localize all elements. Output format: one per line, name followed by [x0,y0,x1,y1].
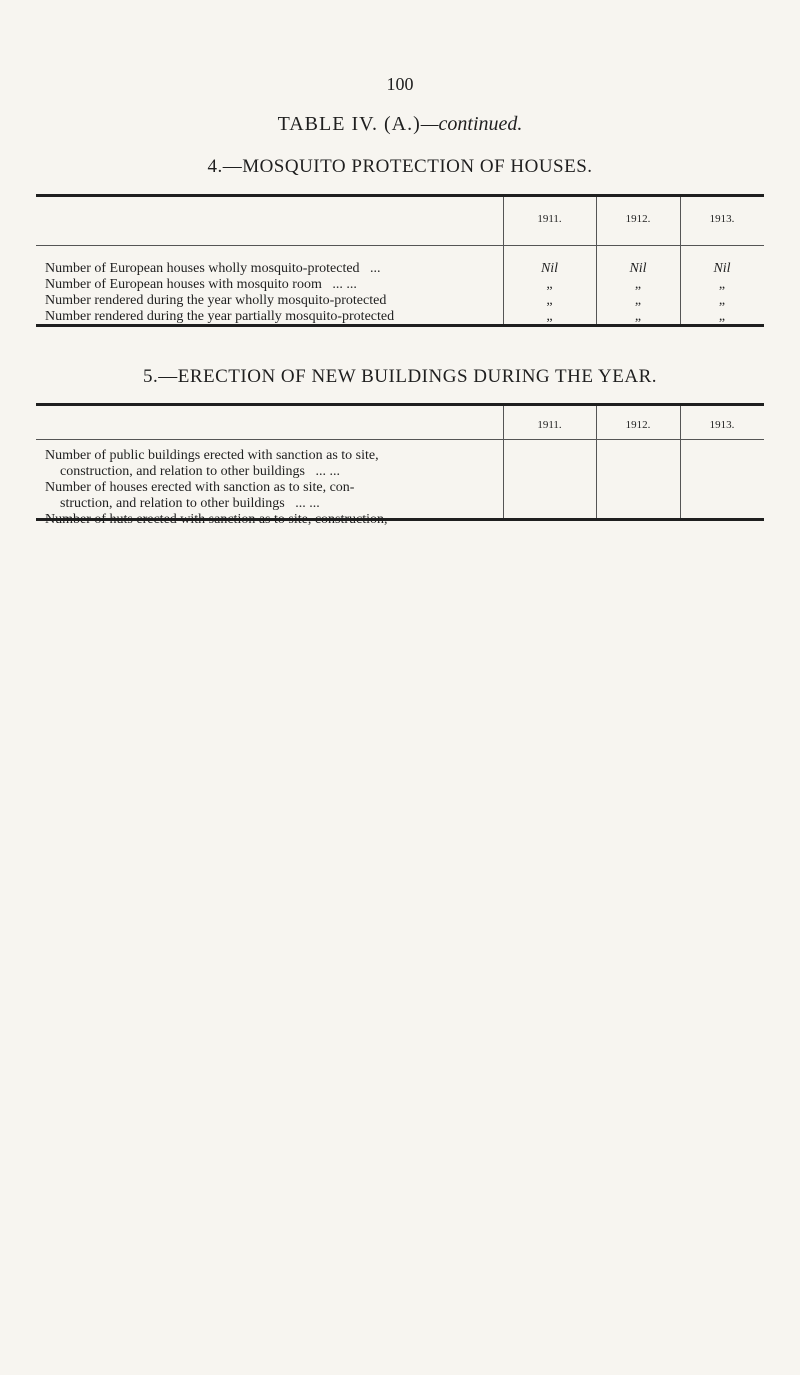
header-year-1911: 1911. [537,419,562,431]
cell-value: Nil [540,261,559,276]
cell-value: „ [634,293,642,308]
row-label: Number of huts erected with sanction as to site, construction, [45,512,388,527]
row-label: Number rendered during the year wholly mosquito-protected [45,293,387,308]
header-year-1911: 1911. [537,213,562,225]
row-label: Number of houses erected with sanction as to site, con- [45,480,355,495]
table-title: TABLE IV. (A.)—continued. [277,113,523,135]
header-year-1912: 1912. [625,213,651,225]
cell-value: „ [718,309,726,324]
cell-value: „ [718,293,726,308]
header-year-1913: 1913. [709,419,735,431]
cell-value: „ [718,277,726,292]
page-number: 100 [386,74,414,94]
row-label: struction, and relation to other buildings ... ... [60,496,320,511]
row-label: Number of public buildings erected with sanction as to site, [45,448,379,463]
header-year-1912: 1912. [625,419,651,431]
section-4-title: 4.—MOSQUITO PROTECTION OF HOUSES. [207,156,593,177]
row-label: construction, and relation to other buildings ... ... [60,464,340,479]
cell-value: Nil [629,261,647,276]
cell-value: „ [634,277,642,292]
cell-value: „ [546,293,553,308]
cell-value: „ [546,277,553,292]
row-label: Number rendered during the year partially mosquito-protected [45,309,395,324]
section-5-title: 5.—ERECTION OF NEW BUILDINGS DURING THE YEAR. [142,366,657,387]
row-label: Number of European houses with mosquito room ... ... [45,277,357,292]
cell-value: „ [634,309,642,324]
cell-value: „ [546,309,553,324]
cell-value: Nil [713,261,731,276]
header-year-1913: 1913. [709,213,735,225]
row-label: Number of European houses wholly mosquito-protected ... [45,261,381,276]
